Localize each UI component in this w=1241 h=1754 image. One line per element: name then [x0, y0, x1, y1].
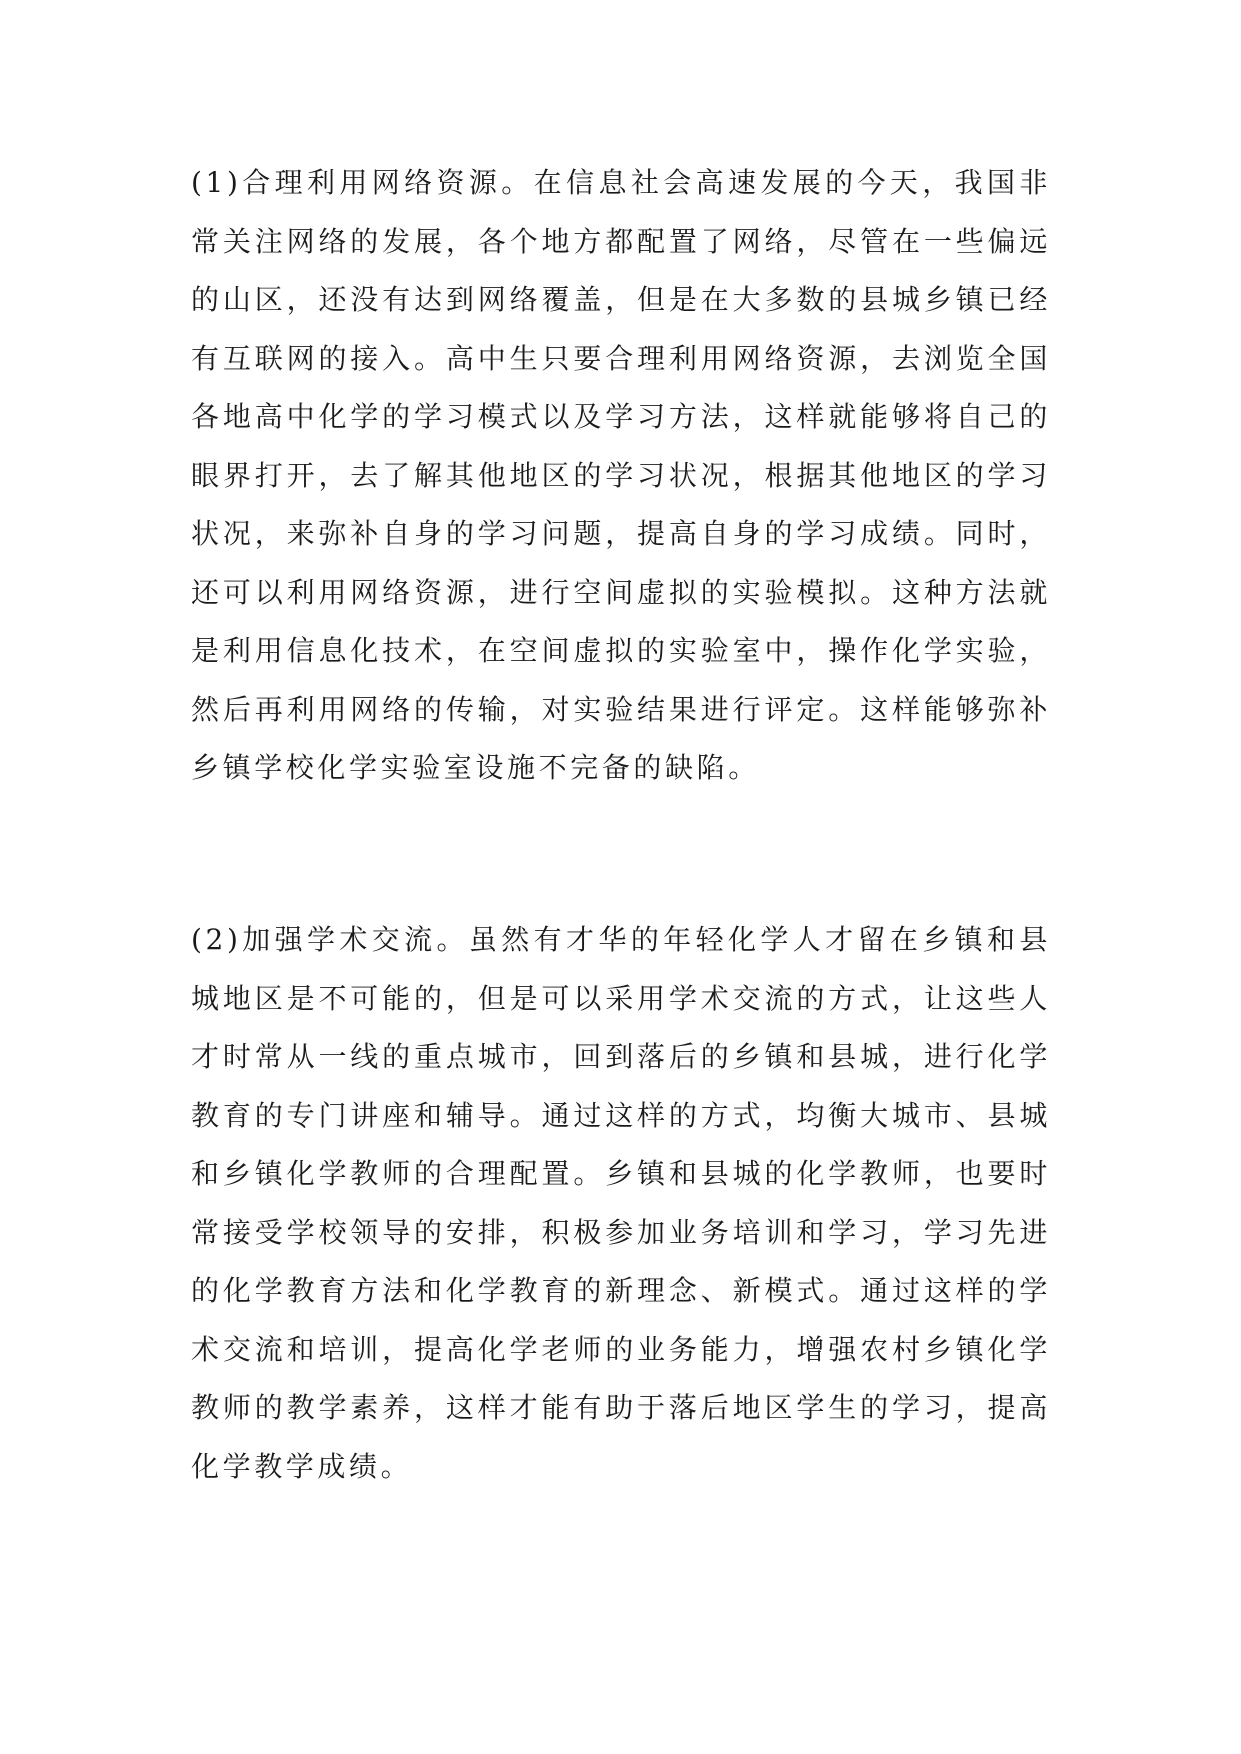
paragraph-academic-exchange: (2)加强学术交流。虽然有才华的年轻化学人才留在乡镇和县城地区是不可能的，但是可以采用学术交流的方式，让这些人才时常从一线的重点城市，回到落后的乡镇和县城，进行化学教育的专门讲座和辅导。通过这样的方式，均衡大城市、县城和乡镇化学教师的合理配置。乡镇和县城的化学教师，也要时常接受学校领导的安排，积极参加业务培训和学习，学习先进的化学教育方法和化学教育的新理念、新模式。通过这样的学术交流和培训，提高化学老师的业务能力，增强农村乡镇化学教师的教学素养，这样才能有助于落后地区学生的学习，提高化学教学成绩。	[191, 923, 1051, 1483]
paragraph-network-resources: (1)合理利用网络资源。在信息社会高速发展的今天，我国非常关注网络的发展，各个地方都配置了网络，尽管在一些偏远的山区，还没有达到网络覆盖，但是在大多数的县城乡镇已经有互联网的接入。高中生只要合理利用网络资源，去浏览全国各地高中化学的学习模式以及学习方法，这样就能够将自己的眼界打开，去了解其他地区的学习状况，根据其他地区的学习状况，来弥补自身的学习问题，提高自身的学习成绩。同时，还可以利用网络资源，进行空间虚拟的实验模拟。这种方法就是利用信息化技术，在空间虚拟的实验室中，操作化学实验，然后再利用网络的传输，对实验结果进行评定。这样能够弥补乡镇学校化学实验室设施不完备的缺陷。	[191, 166, 1051, 784]
